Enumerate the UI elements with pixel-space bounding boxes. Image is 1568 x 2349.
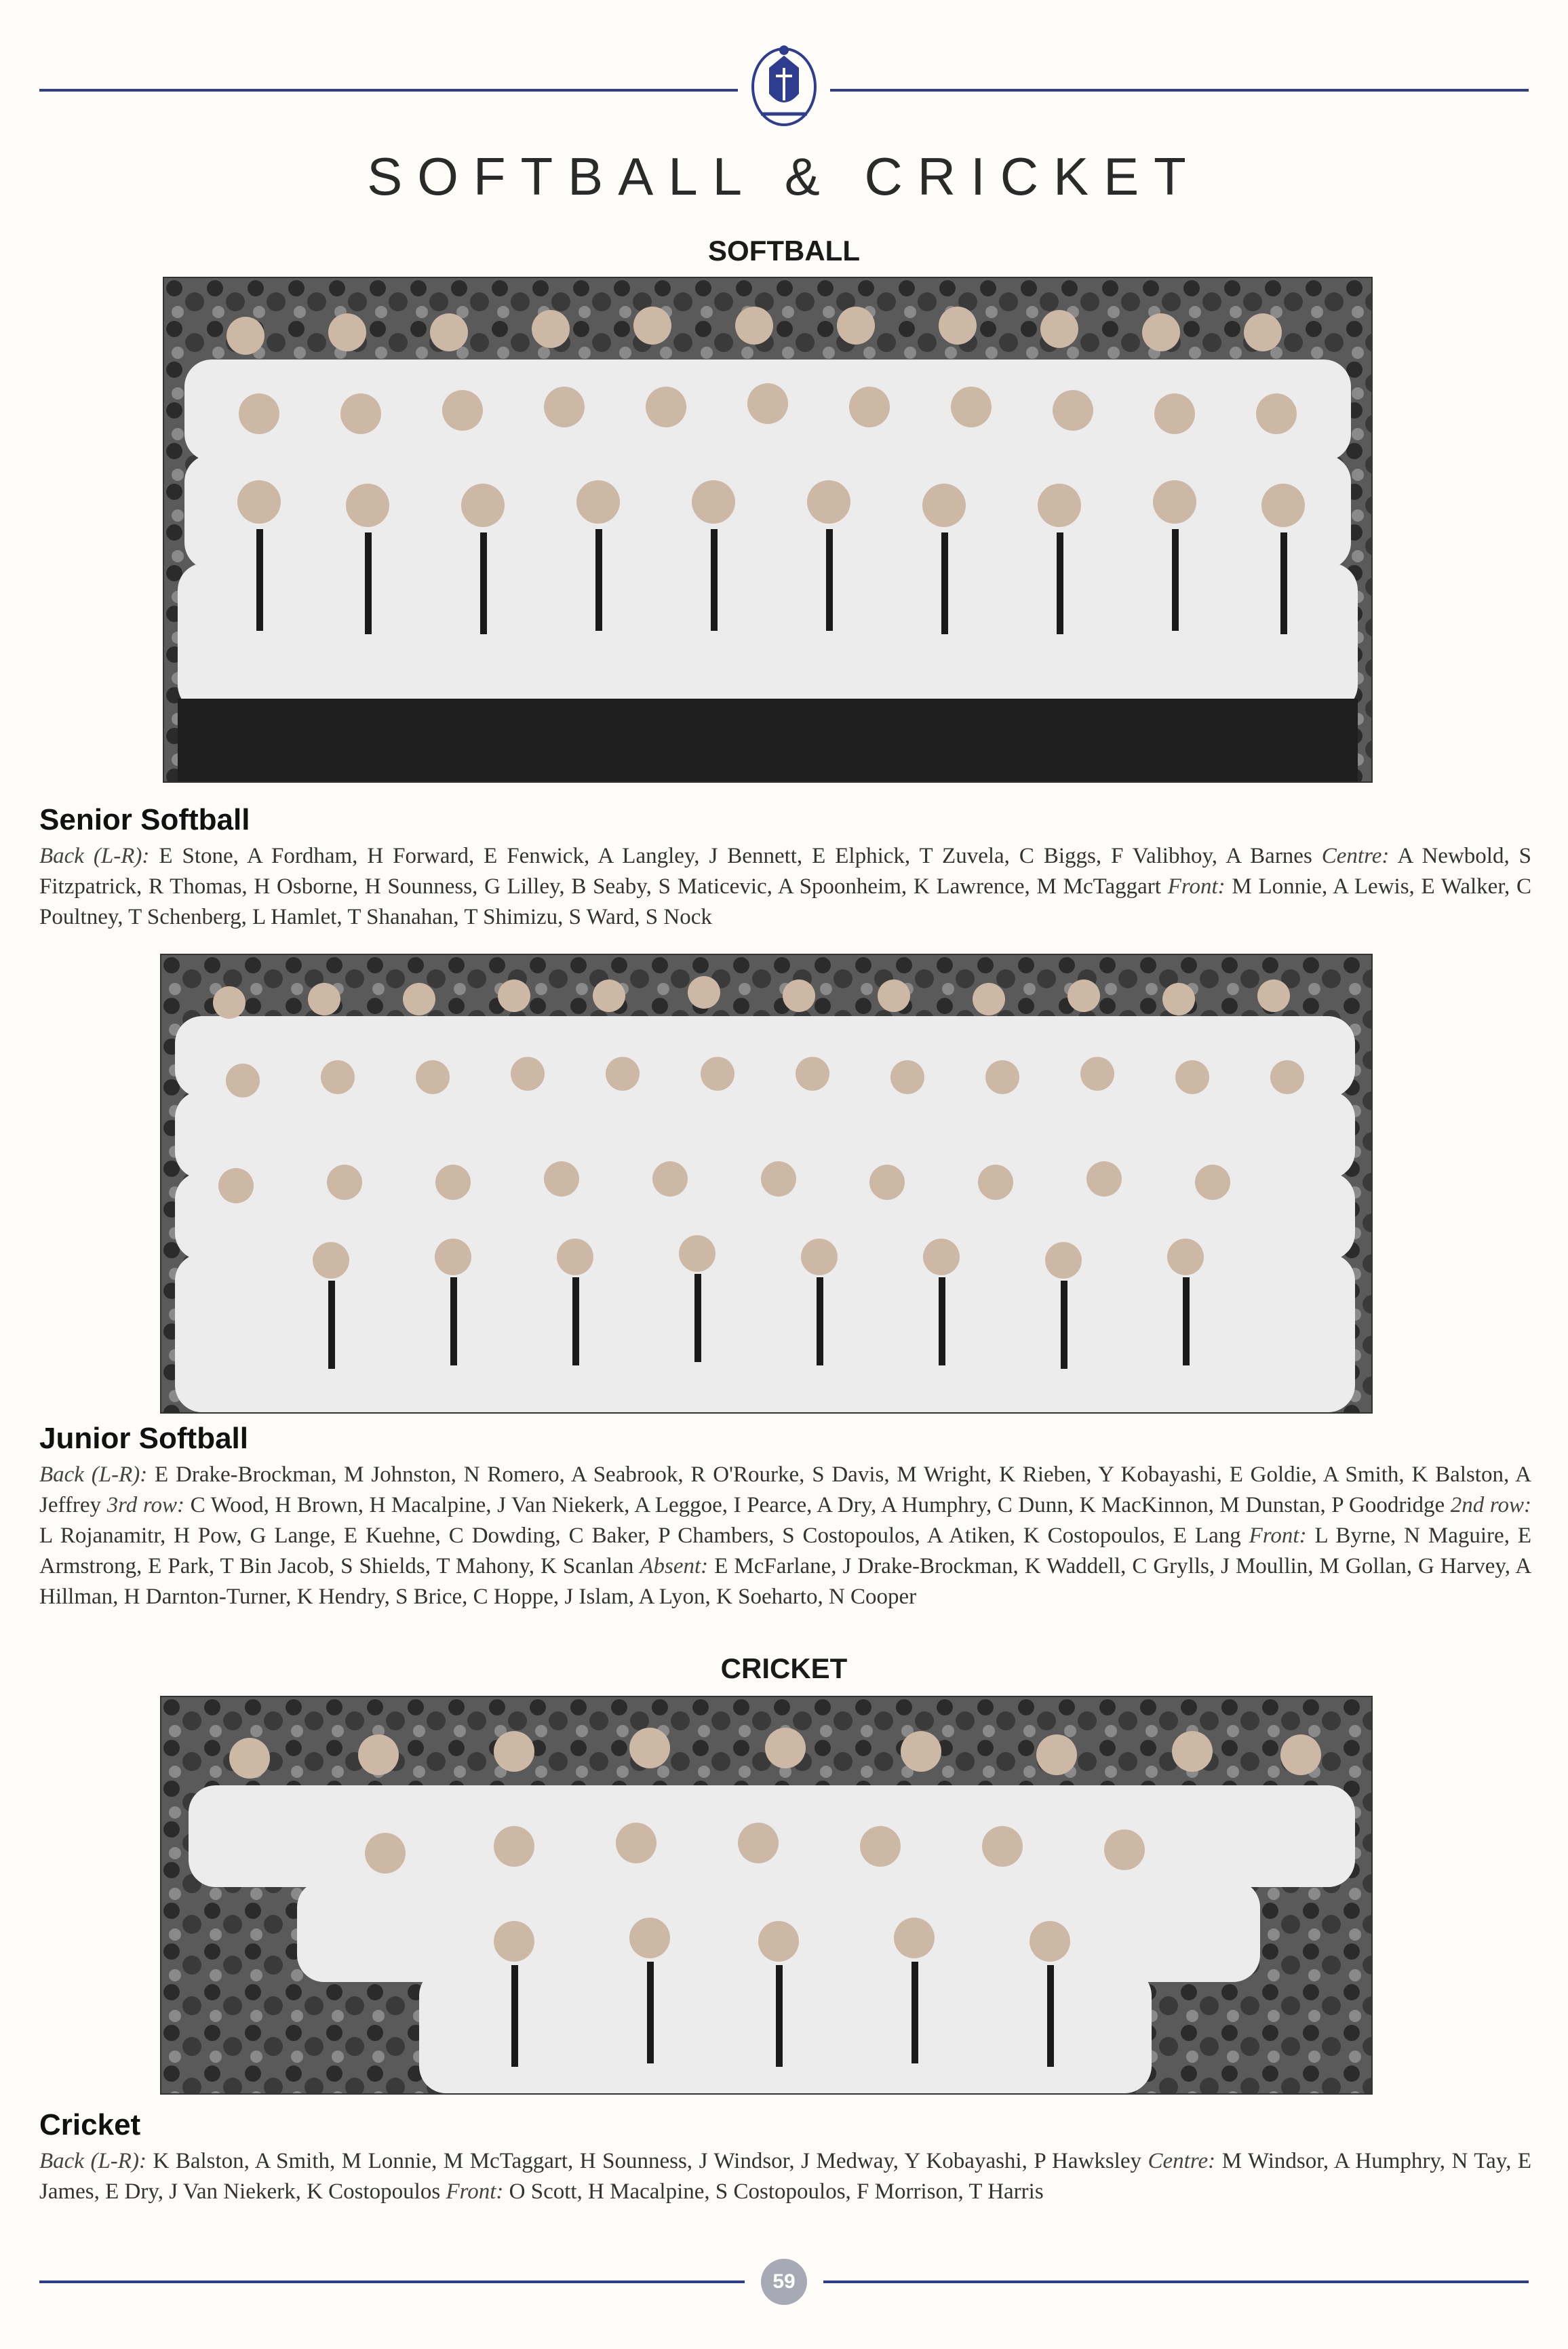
- caption-row-names: E Drake-Brockman, M Johnston, N Romero, A Seabrook, R O'Rourke, S Davis, M Wright, K Rieben, Y Kobayashi, E Goldie, A Smith, K Balston, A Jeffrey: [39, 1462, 1532, 1517]
- caption-row-names: E McFarlane, J Drake-Brockman, K Waddell, C Grylls, J Moullin, M Gollan, G Harvey, A Hillman, H Darnton-Turner, K Hendry, S Brice, C Hoppe, J Islam, A Lyon, K Soeharto, N Cooper: [39, 1554, 1532, 1609]
- caption-row-label: 3rd row:: [106, 1493, 184, 1517]
- page-number: 59: [761, 2259, 807, 2305]
- softball-heading: SOFTBALL: [708, 235, 860, 267]
- caption-row-label: Front:: [446, 2179, 504, 2204]
- senior-softball-title: Senior Softball: [39, 803, 250, 836]
- cricket-team-photo: [160, 1696, 1373, 2095]
- caption-row-label: 2nd row:: [1450, 1493, 1532, 1517]
- caption-row-names: L Rojanamitr, H Pow, G Lange, E Kuehne, C Dowding, C Baker, P Chambers, S Costopoulos, A Atiken, K Costopoulos, E Lang: [39, 1523, 1241, 1548]
- senior-softball-caption: [39, 841, 1531, 933]
- footer-rule-left: [39, 2280, 745, 2283]
- caption-row-names: O Scott, H Macalpine, S Costopoulos, F Morrison, T Harris: [509, 2179, 1044, 2204]
- caption-row-label: Back (L-R):: [39, 844, 150, 868]
- cricket-heading: CRICKET: [720, 1652, 848, 1684]
- cricket-caption: [39, 2146, 1531, 2207]
- caption-row-names: C Wood, H Brown, H Macalpine, J Van Niekerk, A Leggoe, I Pearce, A Dry, A Humphry, C Dunn, K MacKinnon, M Dunstan, P Goodridge: [190, 1493, 1445, 1517]
- header-rule-left: [39, 89, 738, 92]
- caption-row-names: M Windsor, A Humphry, N Tay, E James, E Dry, J Van Niekerk, K Costopoulos: [39, 2149, 1532, 2204]
- caption-row-names: E Stone, A Fordham, H Forward, E Fenwick, A Langley, J Bennett, E Elphick, T Zuvela, C Biggs, F Valibhoy, A Barnes: [159, 844, 1312, 868]
- page-title: SOFTBALL & CRICKET: [367, 147, 1201, 206]
- caption-row-names: L Byrne, N Maguire, E Armstrong, E Park, T Bin Jacob, S Shields, T Mahony, K Scanlan: [39, 1523, 1532, 1578]
- caption-row-names: K Balston, A Smith, M Lonnie, M McTaggart, H Sounness, J Windsor, J Medway, Y Kobayashi, P Hawksley: [153, 2149, 1141, 2173]
- caption-row-label: Back (L-R):: [39, 2149, 146, 2173]
- caption-row-label: Front:: [1167, 874, 1226, 899]
- caption-row-label: Front:: [1249, 1523, 1307, 1548]
- caption-row-label: Centre:: [1321, 844, 1390, 868]
- header-rule-right: [830, 89, 1529, 92]
- school-crest-icon: [749, 41, 819, 129]
- caption-row-label: Centre:: [1148, 2149, 1216, 2173]
- junior-softball-photo: [160, 954, 1373, 1414]
- senior-softball-photo: [163, 277, 1373, 783]
- junior-softball-title: Junior Softball: [39, 1422, 248, 1455]
- junior-softball-caption: [39, 1460, 1531, 1612]
- caption-row-label: Absent:: [640, 1554, 709, 1578]
- caption-row-names: A Newbold, S Fitzpatrick, R Thomas, H Osborne, H Sounness, G Lilley, B Seaby, S Maticevic, A Spoonheim, K Lawrence, M McTaggart: [39, 844, 1532, 899]
- cricket-title: Cricket: [39, 2108, 141, 2141]
- caption-row-names: M Lonnie, A Lewis, E Walker, C Poultney, T Schenberg, L Hamlet, T Shanahan, T Shimizu, S Ward, S Nock: [39, 874, 1531, 929]
- caption-row-label: Back (L-R):: [39, 1462, 148, 1487]
- footer-rule-right: [823, 2280, 1529, 2283]
